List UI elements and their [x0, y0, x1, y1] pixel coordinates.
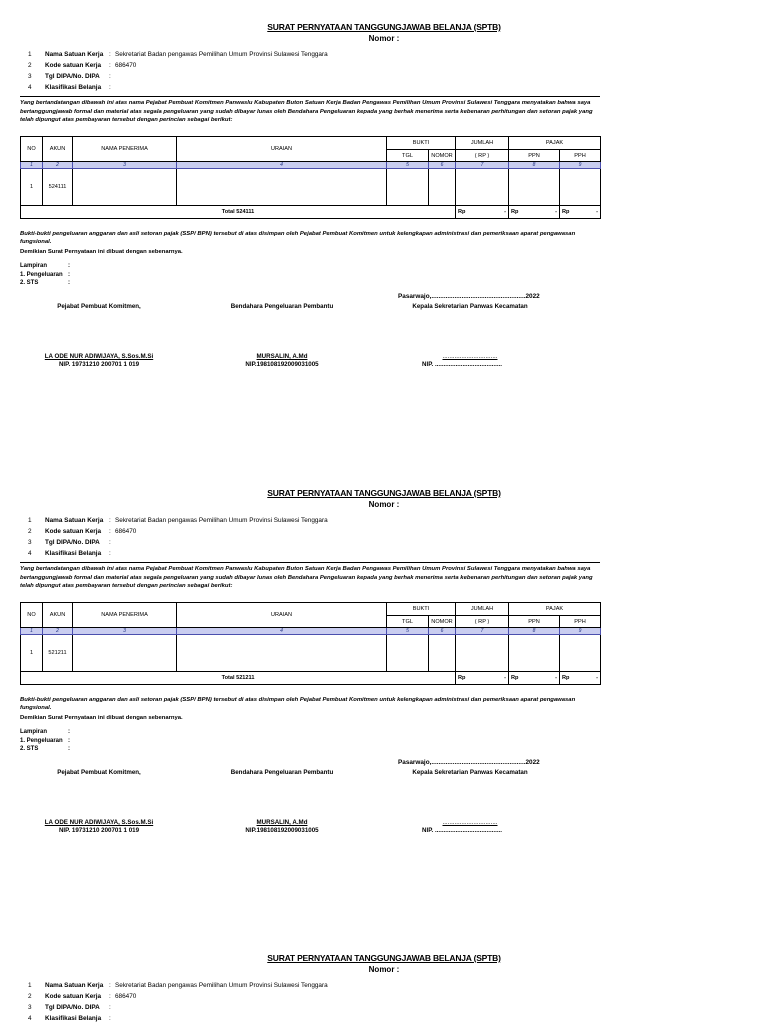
cell-akun: 521211 [43, 635, 73, 672]
index-cell: 1 [21, 162, 43, 169]
identity-row [28, 71, 588, 82]
identity-row-label: Klasifikasi Belanja [45, 550, 102, 557]
identity-block [28, 980, 588, 1024]
attachment-row [20, 271, 70, 280]
signature-block-bendahara [214, 303, 350, 368]
header-tgl: TGL [387, 616, 429, 628]
total-jumlah [456, 206, 509, 219]
cell-jumlah [456, 635, 509, 672]
amount-value: - [555, 209, 558, 215]
total-label: Total 521211 [21, 672, 456, 685]
cell-no: 1 [21, 169, 43, 206]
amount-value: - [504, 209, 507, 215]
index-cell: 1 [21, 628, 43, 635]
cell-uraian [177, 635, 387, 672]
signer-role: Bendahara Pengeluaran Pembantu [230, 303, 334, 310]
header-jumlah: JUMLAH [456, 603, 509, 616]
place-date: Pasarwajo,.....................................................2022 [398, 759, 540, 766]
identity-row-value: Sekretariat Badan pengawas Pemilihan Umum Provinsi Sulawesi Tenggara [115, 517, 328, 524]
signer-nip: NIP. 19731210 200701 1 019 [58, 361, 140, 368]
index-cell: 7 [456, 162, 509, 169]
cell-nama-penerima [73, 635, 177, 672]
attachment-label: Lampiran [20, 729, 48, 735]
signer-role: Kepala Sekretarian Panwas Kecamatan [412, 769, 528, 776]
signature-block-ppk [34, 303, 164, 368]
identity-row-label: Tgl DIPA/No. DIPA [45, 539, 100, 546]
identity-row [28, 526, 588, 537]
total-pph [560, 672, 601, 685]
identity-row-number: 2 [28, 993, 32, 1000]
header-nama-penerima: NAMA PENERIMA [73, 603, 177, 628]
index-cell: 4 [177, 628, 387, 635]
signer-role: Bendahara Pengeluaran Pembantu [230, 769, 334, 776]
identity-row [28, 82, 588, 93]
index-cell: 6 [429, 628, 456, 635]
document-title: SURAT PERNYATAAN TANGGUNGJAWAB BELANJA (SPTB) [267, 488, 501, 498]
amount-value: - [596, 675, 599, 681]
attachment-label: 1. Pengeluaran [20, 737, 63, 744]
signer-name: MURSALIN, A.Md [256, 819, 308, 826]
signature-block-bendahara [214, 769, 350, 834]
signer-name: MURSALIN, A.Md [256, 353, 308, 360]
identity-row-value: 686470 [115, 993, 137, 1000]
identity-row-value: 686470 [115, 528, 137, 535]
header-no: NO [21, 603, 43, 628]
identity-row-label: Kode satuan Kerja [45, 62, 102, 69]
currency-label: Rp [458, 675, 466, 681]
identity-row-label: Nama Satuan Kerja [45, 982, 104, 989]
document-title: SURAT PERNYATAAN TANGGUNGJAWAB BELANJA (SPTB) [267, 953, 501, 963]
index-cell: 4 [177, 162, 387, 169]
header-no: NO [21, 137, 43, 162]
cell-pph [560, 635, 601, 672]
identity-row-label: Kode satuan Kerja [45, 528, 102, 535]
attachment-label: 1. Pengeluaran [20, 271, 63, 278]
total-ppn [509, 672, 560, 685]
attachment-row [20, 728, 70, 737]
sptb-document-3 [0, 953, 768, 1022]
identity-row-number: 4 [28, 550, 32, 557]
index-cell: 5 [387, 162, 429, 169]
cell-pph [560, 169, 601, 206]
header-jumlah: JUMLAH [456, 137, 509, 150]
identity-row-colon: : [109, 62, 111, 69]
closing-paragraph: Bukti-bukti pengeluaran anggaran dan asli setoran pajak (SSP/ BPN) tersebut di atas disimpan oleh Pejabat Pembuat Komitmen untuk kelengkapan administrasi dan pemeriksaan aparat pengawasan fungsional. [20, 231, 576, 245]
cell-tgl [387, 169, 429, 206]
identity-row-number: 1 [28, 51, 32, 58]
identity-row-number: 4 [28, 84, 32, 91]
identity-row-number: 1 [28, 517, 32, 524]
attachment-colon: : [68, 271, 70, 278]
identity-row [28, 1013, 588, 1024]
identity-block [28, 515, 588, 559]
index-cell: 8 [509, 162, 560, 169]
identity-row [28, 60, 588, 71]
header-nomor: NOMOR [429, 150, 456, 162]
index-cell: 5 [387, 628, 429, 635]
identity-row [28, 980, 588, 991]
index-cell: 8 [509, 628, 560, 635]
cell-jumlah [456, 169, 509, 206]
cell-nama-penerima [73, 169, 177, 206]
cell-nomor [429, 169, 456, 206]
identity-row-label: Klasifikasi Belanja [45, 84, 102, 91]
cell-nomor [429, 635, 456, 672]
header-tgl: TGL [387, 150, 429, 162]
table-index-row [21, 628, 601, 635]
header-ppn: PPN [509, 616, 560, 628]
identity-row-number: 4 [28, 1015, 32, 1022]
identity-row-number: 3 [28, 73, 32, 80]
identity-row-label: Tgl DIPA/No. DIPA [45, 73, 100, 80]
identity-row-colon: : [109, 528, 111, 535]
signer-role: Pejabat Pembuat Komitmen, [57, 303, 141, 310]
identity-row-label: Klasifikasi Belanja [45, 1015, 102, 1022]
signature-block-ppk [34, 769, 164, 834]
identity-row-number: 2 [28, 62, 32, 69]
total-pph [560, 206, 601, 219]
signer-name: LA ODE NUR ADIWIJAYA, S.Sos.M.Si [44, 353, 154, 360]
divider [20, 562, 600, 563]
header-nomor: NOMOR [429, 616, 456, 628]
total-label: Total 524111 [21, 206, 456, 219]
signer-name: LA ODE NUR ADIWIJAYA, S.Sos.M.Si [44, 819, 154, 826]
header-ppn: PPN [509, 150, 560, 162]
total-jumlah [456, 672, 509, 685]
header-uraian: URAIAN [177, 603, 387, 628]
attachment-label: 2. STS [20, 746, 39, 752]
expense-table [20, 602, 601, 685]
index-cell: 3 [73, 162, 177, 169]
currency-label: Rp [562, 209, 570, 215]
closing-paragraph: Bukti-bukti pengeluaran anggaran dan asli setoran pajak (SSP/ BPN) tersebut di atas disimpan oleh Pejabat Pembuat Komitmen untuk kelengkapan administrasi dan pemeriksaan aparat pengawasan fungsional. [20, 697, 576, 711]
identity-row-value: Sekretariat Badan pengawas Pemilihan Umum Provinsi Sulawesi Tenggara [115, 982, 328, 989]
cell-tgl [387, 635, 429, 672]
cell-akun: 524111 [43, 169, 73, 206]
statement-line: Demikian Surat Pernyataan ini dibuat dengan sebenarnya. [20, 715, 183, 721]
index-cell: 6 [429, 162, 456, 169]
header-nama-penerima: NAMA PENERIMA [73, 137, 177, 162]
identity-row-number: 1 [28, 982, 32, 989]
header-uraian: URAIAN [177, 137, 387, 162]
currency-label: Rp [562, 675, 570, 681]
table-header-row [21, 603, 601, 616]
identity-row [28, 548, 588, 559]
header-akun: AKUN [43, 137, 73, 162]
sptb-document-2 [0, 488, 768, 834]
signer-nip: NIP. ....................................... [422, 827, 502, 834]
table-header-row [21, 137, 601, 150]
header-pajak: PAJAK [509, 137, 601, 150]
cell-no: 1 [21, 635, 43, 672]
header-pajak: PAJAK [509, 603, 601, 616]
statement-line: Demikian Surat Pernyataan ini dibuat dengan sebenarnya. [20, 249, 183, 255]
table-row [21, 635, 601, 672]
identity-row-value: Sekretariat Badan pengawas Pemilihan Umum Provinsi Sulawesi Tenggara [115, 51, 328, 58]
cell-ppn [509, 635, 560, 672]
identity-row-colon: : [109, 84, 111, 91]
amount-value: - [596, 209, 599, 215]
identity-block [28, 49, 588, 93]
cell-uraian [177, 169, 387, 206]
identity-row-label: Nama Satuan Kerja [45, 51, 104, 58]
attachment-row [20, 737, 70, 746]
header-rp-unit: ( RP ) [456, 150, 509, 162]
currency-label: Rp [458, 209, 466, 215]
currency-label: Rp [511, 675, 519, 681]
identity-row-colon: : [109, 1004, 111, 1011]
table-index-row [21, 162, 601, 169]
identity-row-colon: : [109, 539, 111, 546]
document-number-label: Nomor : [368, 500, 400, 509]
attachment-colon: : [68, 280, 70, 286]
currency-label: Rp [511, 209, 519, 215]
signer-role: Pejabat Pembuat Komitmen, [57, 769, 141, 776]
identity-row [28, 537, 588, 548]
identity-row-colon: : [109, 550, 111, 557]
place-date: Pasarwajo,.....................................................2022 [398, 293, 540, 300]
identity-row-colon: : [109, 73, 111, 80]
signature-block-sekretariat [404, 303, 536, 368]
identity-row [28, 49, 588, 60]
signature-block-sekretariat [404, 769, 536, 834]
identity-row-number: 3 [28, 539, 32, 546]
sptb-document-1 [0, 22, 768, 368]
identity-row-number: 2 [28, 528, 32, 535]
identity-row-colon: : [109, 993, 111, 1000]
cell-ppn [509, 169, 560, 206]
identity-row-label: Nama Satuan Kerja [45, 517, 104, 524]
intro-paragraph: Yang bertandatangan dibawah ini atas nama Pejabat Pembuat Komitmen Panwaslu Kabupaten Buton Satuan Kerja Badan Pengawas Pemilihan Umum Provinsi Sulawesi Tenggara menyatakan bahwa saya bertanggungjawab formal dan material atas segala pengeluaran yang sudah dibayar lunas oleh Bendahara Pengeluaran kepada yang berhak menerima serta kebenaran perhitungan dan setoran pajak yang telah dipungut atas pembayaran tersebut dengan perincian sebagai berikut: [20, 566, 593, 590]
signer-role: Kepala Sekretarian Panwas Kecamatan [412, 303, 528, 310]
total-ppn [509, 206, 560, 219]
identity-row-number: 3 [28, 1004, 32, 1011]
identity-row-label: Kode satuan Kerja [45, 993, 102, 1000]
attachment-colon: : [68, 263, 70, 269]
attachment-row [20, 262, 70, 271]
index-cell: 9 [560, 162, 601, 169]
signer-name: ................................ [442, 353, 498, 360]
identity-row [28, 1002, 588, 1013]
index-cell: 2 [43, 162, 73, 169]
identity-row-colon: : [109, 51, 111, 58]
identity-row-colon: : [109, 1015, 111, 1022]
table-row [21, 169, 601, 206]
header-akun: AKUN [43, 603, 73, 628]
attachment-row [20, 745, 70, 754]
attachments-list [20, 728, 70, 754]
attachment-colon: : [68, 737, 70, 744]
attachment-colon: : [68, 746, 70, 752]
identity-row-value: 686470 [115, 62, 137, 69]
intro-paragraph: Yang bertandatangan dibawah ini atas nama Pejabat Pembuat Komitmen Panwaslu Kabupaten Buton Satuan Kerja Badan Pengawas Pemilihan Umum Provinsi Sulawesi Tenggara menyatakan bahwa saya bertanggungjawab formal dan material atas segala pengeluaran yang sudah dibayar lunas oleh Bendahara Pengeluaran kepada yang berhak menerima serta kebenaran perhitungan dan setoran pajak yang telah dipungut atas pembayaran tersebut dengan perincian sebagai berikut: [20, 100, 593, 124]
header-bukti: BUKTI [387, 603, 456, 616]
identity-row-label: Tgl DIPA/No. DIPA [45, 1004, 100, 1011]
signer-nip: NIP. ....................................... [422, 361, 502, 368]
header-rp-unit: ( RP ) [456, 616, 509, 628]
divider [20, 96, 600, 97]
amount-value: - [504, 675, 507, 681]
index-cell: 9 [560, 628, 601, 635]
index-cell: 3 [73, 628, 177, 635]
signer-nip: NIP. 19731210 200701 1 019 [58, 827, 140, 834]
table-total-row [21, 672, 601, 685]
attachments-list [20, 262, 70, 288]
identity-row [28, 515, 588, 526]
index-cell: 7 [456, 628, 509, 635]
attachment-label: Lampiran [20, 263, 48, 269]
header-bukti: BUKTI [387, 137, 456, 150]
signer-nip: NIP.198108192009031005 [245, 827, 319, 834]
document-number-label: Nomor : [368, 34, 400, 43]
header-pph: PPH [560, 150, 601, 162]
index-cell: 2 [43, 628, 73, 635]
identity-row-colon: : [109, 982, 111, 989]
document-title: SURAT PERNYATAAN TANGGUNGJAWAB BELANJA (SPTB) [267, 22, 501, 32]
header-pph: PPH [560, 616, 601, 628]
identity-row [28, 991, 588, 1002]
attachment-label: 2. STS [20, 280, 39, 286]
attachment-row [20, 279, 70, 288]
identity-row-colon: : [109, 517, 111, 524]
attachment-colon: : [68, 729, 70, 735]
signer-name: ................................ [442, 819, 498, 826]
expense-table [20, 136, 601, 219]
table-total-row [21, 206, 601, 219]
signer-nip: NIP.198108192009031005 [245, 361, 319, 368]
amount-value: - [555, 675, 558, 681]
document-number-label: Nomor : [368, 965, 400, 974]
